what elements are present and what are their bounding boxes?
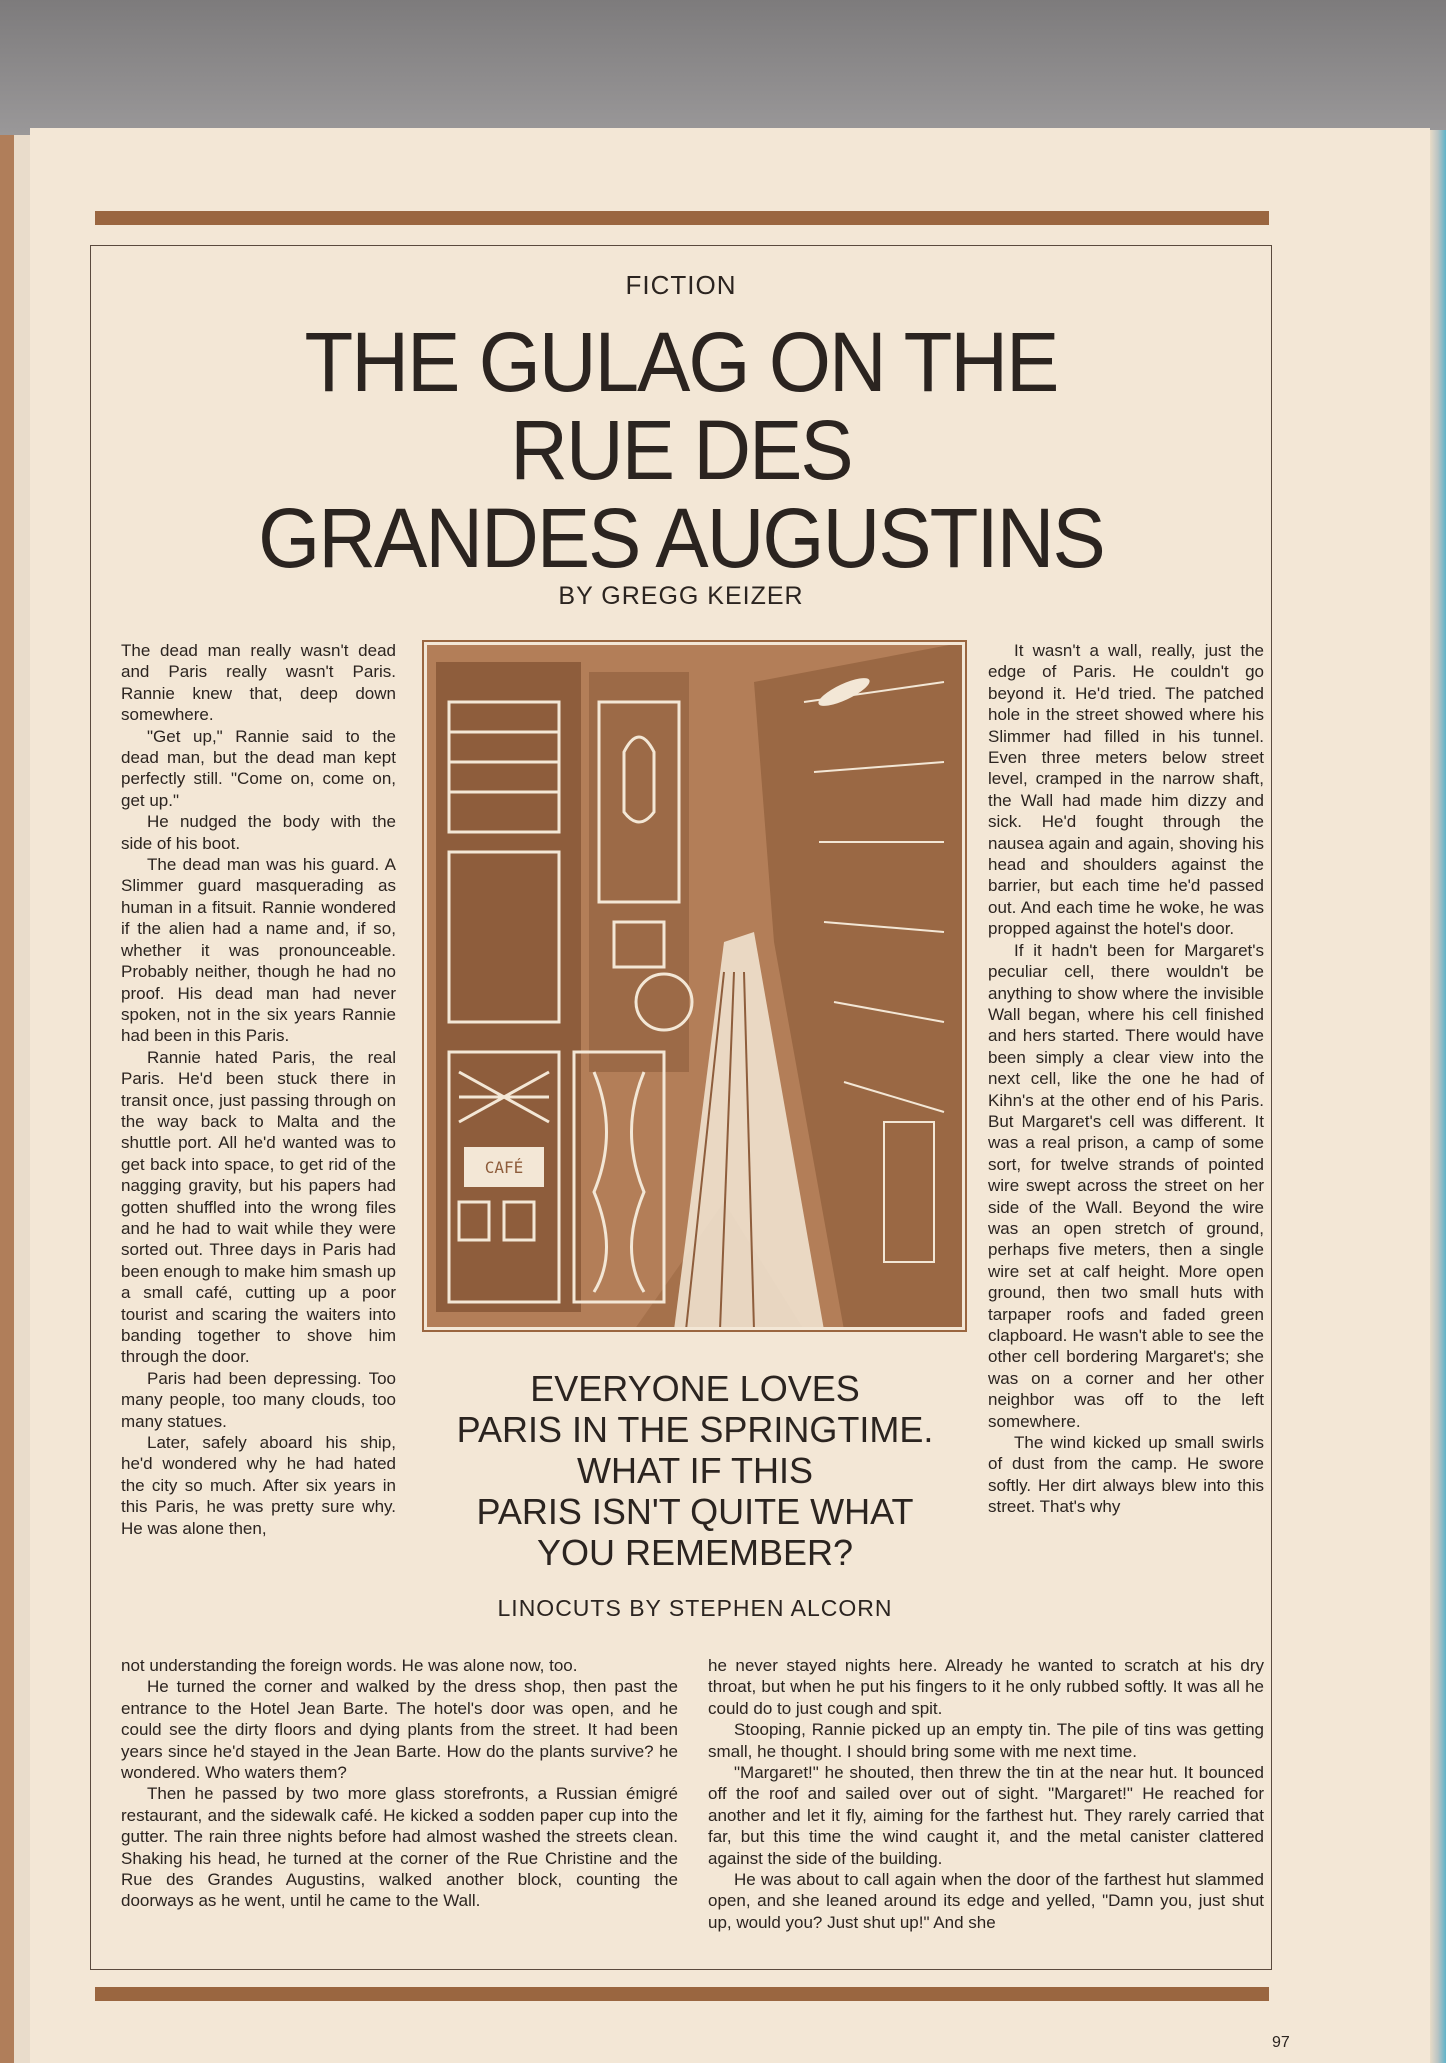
byline: BY GREGG KEIZER <box>558 582 804 610</box>
paragraph: He was about to call again when the door of the farthest hut slammed open, and she leaned around its edge and yelled, "Damn you, just shut up, would you? Just shut up!" And she <box>708 1870 1264 1932</box>
paragraph: If it hadn't been for Margaret's peculiar cell, there wouldn't be anything to show where the invisible Wall began, where his cell finished and hers started. There would have been simply a clear view into the next cell, like the one he had of Kihn's at the other end of his Paris. But Margaret's cell was different. It was a real prison, a camp of some sort, for twelve strands of pointed wire swept across the street on her side of the Wall. Beyond the wire was an open stretch of ground, perhaps five meters, then a single wire set at calf height. More open ground, then two small huts with tarpaper roofs and faded green clapboard. He wasn't able to see the other cell bordering Margaret's; she was on a corner and her other neighbor was off to the left somewhere. <box>988 940 1264 1431</box>
title-line: RUE DES <box>510 403 852 497</box>
bottom-rule <box>95 1987 1269 2001</box>
cafe-street-linocut-image <box>424 642 965 1330</box>
bottom-left-column <box>121 1655 678 1912</box>
section-label: FICTION <box>625 270 737 300</box>
paragraph: "Get up," Rannie said to the dead man, but the dead man kept perfectly still. "Come on, come on, get up." <box>121 726 396 810</box>
deck-line: YOU REMEMBER? <box>536 1532 854 1573</box>
deck-text <box>420 1368 970 1573</box>
deck-line: WHAT IF THIS <box>576 1450 813 1491</box>
linocut-illustration <box>422 640 967 1332</box>
deck-line: PARIS ISN'T QUITE WHAT <box>476 1491 914 1532</box>
paragraph: Stooping, Rannie picked up an empty tin. The pile of tins was getting small, he thought. I should bring some with me next time. <box>708 1720 1264 1761</box>
right-column <box>988 640 1264 1518</box>
title-line: THE GULAG ON THE <box>304 315 1058 409</box>
cafe-sign-text: CAFÉ <box>484 1158 524 1177</box>
page-stack-edge <box>1430 130 1446 2063</box>
page-number: 97 <box>1272 2034 1290 2051</box>
paragraph: Then he passed by two more glass storefronts, a Russian émigré restaurant, and the sidewalk café. He kicked a sodden paper cup into the gutter. The rain three nights before had almost washed the streets clean. Shaking his head, he turned at the corner of the Rue Christine and the Rue des Grandes Augustins, walked another block, counting the doorways as he went, until he came to the Wall. <box>121 1784 678 1911</box>
paragraph: "Margaret!" he shouted, then threw the tin at the near hut. It bounced off the roof and sailed over out of sight. "Margaret!" He reached for another and let it fly, aiming for the farthest hut. They rarely carried that far, but this time the wind caught it, and the metal canister clattered against the side of the building. <box>708 1763 1264 1868</box>
facing-page-sliver <box>14 135 30 2063</box>
left-column <box>121 640 396 1539</box>
paragraph: The wind kicked up small swirls of dust from the camp. He swore softly. Her dirt always blew into this street. That's why <box>988 1433 1264 1517</box>
paragraph: The dead man really wasn't dead and Paris really wasn't Paris. Rannie knew that, deep down somewhere. <box>121 641 396 725</box>
deck-line: PARIS IN THE SPRINGTIME. <box>456 1409 934 1450</box>
deck-line: EVERYONE LOVES <box>530 1368 860 1409</box>
paragraph: The dead man was his guard. A Slimmer guard masquerading as human in a fitsuit. Rannie wondered if the alien had a name and, if so, whether it was pronounceable. Probably neither, though he had no proof. His dead man had never spoken, not in the six years Rannie had been in this Paris. <box>121 855 396 1046</box>
paragraph: Rannie hated Paris, the real Paris. He'd been stuck there in transit once, just passing through on the way back to Malta and the shuttle port. All he'd wanted was to get back into space, to get rid of the nagging gravity, but his papers had gotten shuffled into the wrong files and he had to wait while they were sorted out. Three days in Paris had been enough to make him smash up a small café, cutting up a poor tourist and scaring the waiters into banding together to shove him through the door. <box>121 1047 397 1367</box>
paragraph: He turned the corner and walked by the dress shop, then past the entrance to the Hotel Jean Barte. The hotel's door was open, and he could see the dirty floors and dying plants from the street. It had been years since he'd stayed in the Jean Barte. How do the plants survive? he wondered. Who waters them? <box>121 1677 678 1783</box>
adjacent-page-edge <box>0 135 14 2063</box>
title-line: GRANDES AUGUSTINS <box>258 491 1104 585</box>
paragraph: He nudged the body with the side of his boot. <box>121 812 396 853</box>
top-rule <box>95 211 1269 225</box>
scan-background-top <box>0 0 1446 135</box>
illustration-credit: LINOCUTS BY STEPHEN ALCORN <box>497 1595 893 1621</box>
paragraph: he never stayed nights here. Already he wanted to scratch at his dry throat, but when he put his fingers to it he only rubbed softly. It was all he could do to just cough and spit. <box>708 1656 1264 1718</box>
paragraph: It wasn't a wall, really, just the edge of Paris. He couldn't go beyond it. He'd tried. The patched hole in the street showed where his Slimmer had filled in his tunnel. Even three meters below street level, cramped in the narrow shaft, the Wall had made him dizzy and sick. He'd fought through the nausea again and again, shoving his head and shoulders against the barrier, but each time he'd passed out. And each time he woke, he was propped against the hotel's door. <box>988 641 1264 939</box>
bottom-right-column <box>708 1655 1264 1933</box>
paragraph: Paris had been depressing. Too many people, too many clouds, too many statues. <box>121 1368 396 1431</box>
paragraph: not understanding the foreign words. He was alone now, too. <box>121 1656 578 1675</box>
paragraph: Later, safely aboard his ship, he'd wondered why he had hated the city so much. After six years in this Paris, he was pretty sure why. He was alone then, <box>121 1433 396 1538</box>
article-title <box>120 315 1243 585</box>
